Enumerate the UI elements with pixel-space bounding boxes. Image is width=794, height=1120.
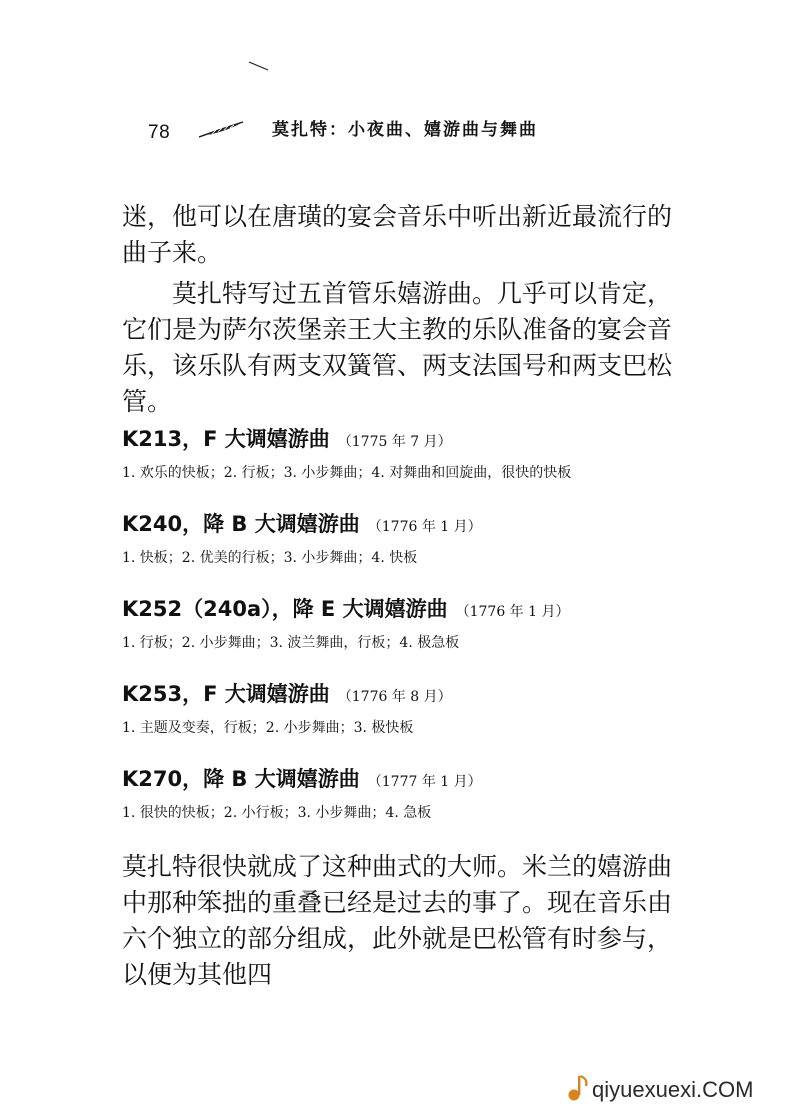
running-head: 莫扎特：小夜曲、嬉游曲与舞曲: [272, 120, 538, 140]
body-paragraph: 莫扎特写过五首管乐嬉游曲。几乎可以肯定，它们是为萨尔茨堡亲王大主教的乐队准备的宴会音乐，该乐队有两支双簧管、两支法国号和两支巴松管。: [122, 279, 673, 416]
work-title-text: K240，降 B 大调嬉游曲: [122, 512, 360, 536]
body-paragraph: 迷，他可以在唐璜的宴会音乐中听出新近最流行的曲子来。: [122, 202, 673, 267]
work-movements: 1. 欢乐的快板；2. 行板；3. 小步舞曲；4. 对舞曲和回旋曲，很快的快板: [122, 465, 572, 481]
work-date: （1776 年 8 月）: [337, 689, 452, 705]
work-title-text: K270，降 B 大调嬉游曲: [122, 767, 360, 791]
work-date: （1777 年 1 月）: [367, 774, 482, 790]
work-title-text: K252（240a），降 E 大调嬉游曲: [122, 597, 448, 621]
work-movements: 1. 行板；2. 小步舞曲；3. 波兰舞曲，行板；4. 极急板: [122, 635, 460, 651]
work-entry: [122, 424, 692, 509]
works-list: [122, 424, 692, 849]
work-date: （1776 年 1 月）: [455, 604, 570, 620]
work-date: （1776 年 1 月）: [367, 519, 482, 535]
music-note-icon: [569, 1076, 587, 1101]
work-movements: 1. 主题及变奏，行板；2. 小步舞曲；3. 极快板: [122, 720, 414, 736]
work-movements: 1. 很快的快板；2. 小行板；3. 小步舞曲；4. 急板: [122, 805, 432, 821]
work-entry: [122, 509, 692, 594]
quill-icon: [196, 118, 246, 142]
work-title-text: K253，F 大调嬉游曲: [122, 682, 330, 706]
page-number: 78: [148, 122, 171, 143]
work-title: [122, 764, 692, 797]
work-title: [122, 509, 692, 542]
work-title: [122, 594, 692, 627]
work-movements: 1. 快板；2. 优美的行板；3. 小步舞曲；4. 快板: [122, 550, 418, 566]
work-title: [122, 679, 692, 712]
work-title-text: K213，F 大调嬉游曲: [122, 427, 330, 451]
site-watermark-logo: [562, 1068, 782, 1108]
work-entry: [122, 764, 692, 849]
tick-mark: [248, 60, 270, 72]
work-title: [122, 424, 692, 457]
work-date: （1775 年 7 月）: [337, 434, 452, 450]
body-paragraph: 莫扎特很快就成了这种曲式的大师。米兰的嬉游曲中那种笨拙的重叠已经是过去的事了。现在音乐由六个独立的部分组成，此外就是巴松管有时参与，以便为其他四: [122, 852, 673, 989]
work-entry: [122, 594, 692, 679]
watermark-text: qiyuexuexi.COM: [592, 1077, 754, 1102]
work-entry: [122, 679, 692, 764]
